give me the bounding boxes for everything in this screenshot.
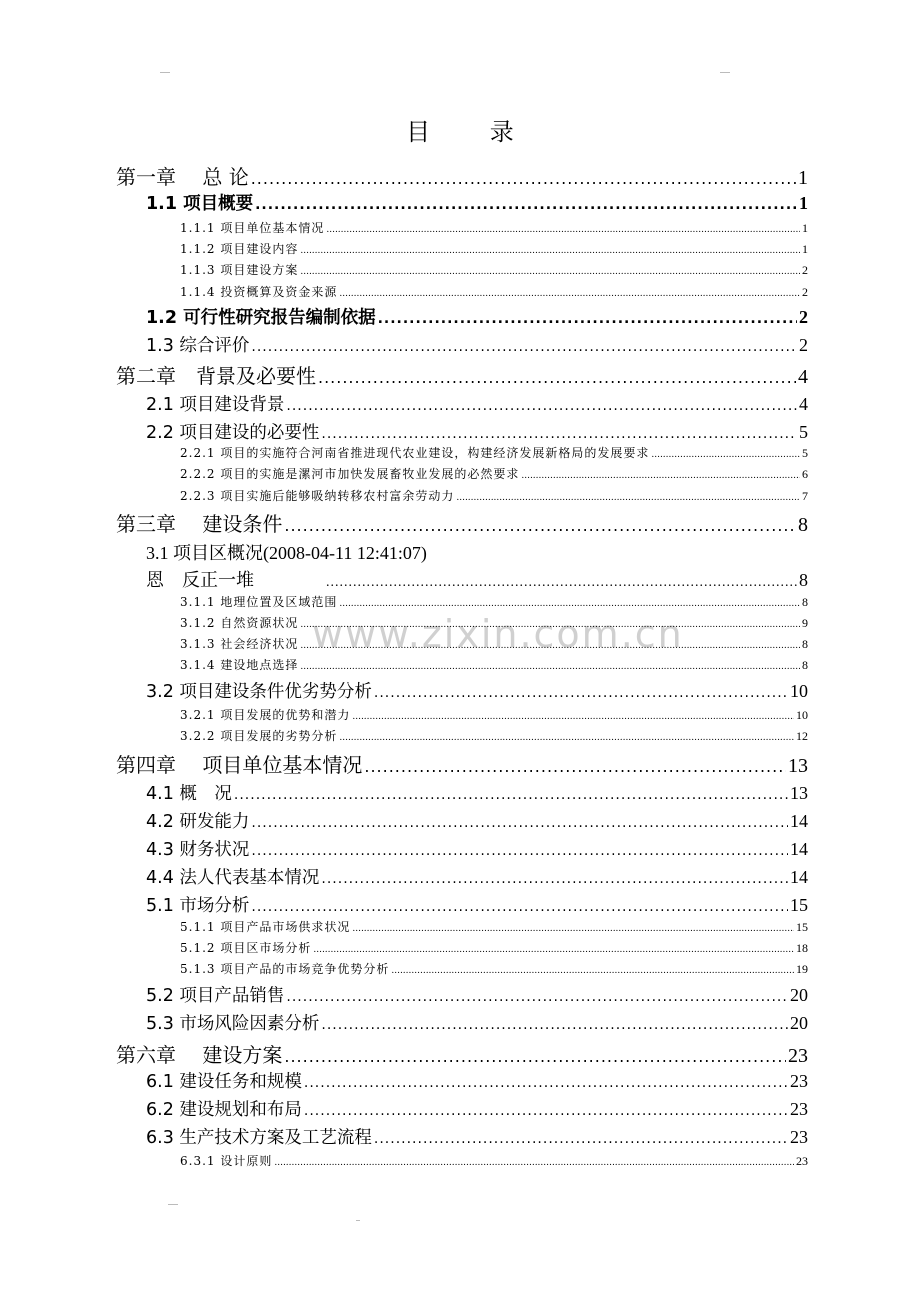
toc-entry-page: 2 xyxy=(799,307,808,327)
toc-entry-title: 4.3 财务状况 xyxy=(146,840,250,860)
toc-entry-section[interactable] xyxy=(146,1010,808,1035)
toc-entry-subsection[interactable] xyxy=(180,219,808,236)
toc-entry-page: 6 xyxy=(802,467,808,481)
toc-entry-title: 3.1 项目区概况(2008-04-11 12:41:07) xyxy=(146,543,427,563)
toc-entry-page: 1 xyxy=(799,193,808,213)
toc-entry-title: 4.2 研发能力 xyxy=(146,812,250,832)
toc-entry-title: 第三章 建设条件 xyxy=(116,512,283,536)
toc-entry-page: 14 xyxy=(790,811,808,831)
toc-entry-title: 恩 反正一堆 xyxy=(146,570,254,590)
toc-entry-section[interactable] xyxy=(146,780,808,805)
toc-entry-page: 23 xyxy=(788,1045,808,1067)
toc-entry-page: 12 xyxy=(796,729,808,743)
toc-entry-page: 2 xyxy=(802,263,808,277)
toc-entry-title: 6.3 生产技术方案及工艺流程 xyxy=(146,1128,372,1148)
toc-entry-page: 13 xyxy=(790,783,808,803)
toc-entry-section-continued[interactable] xyxy=(146,566,808,592)
toc-entry-section[interactable] xyxy=(146,332,808,357)
toc-entry-subsection[interactable] xyxy=(180,614,808,631)
toc-entry-title: 3.1.4 建设地点选择 xyxy=(180,658,299,672)
toc-entry-title: 5.1 市场分析 xyxy=(146,896,250,916)
toc-entry-page: 23 xyxy=(790,1127,808,1147)
toc-entry-subsection[interactable] xyxy=(180,706,808,723)
toc-entry-section[interactable] xyxy=(146,1124,808,1149)
toc-entry-subsection[interactable] xyxy=(180,240,808,257)
toc-entry-title: 第六章 建设方案 xyxy=(116,1043,283,1067)
toc-entry-page: 20 xyxy=(790,1013,808,1033)
toc-entry-page: 1 xyxy=(798,167,808,189)
toc-entry-page: 4 xyxy=(799,394,808,414)
toc-entry-title: 1.3 综合评价 xyxy=(146,336,250,356)
toc-entry-page: 9 xyxy=(802,616,808,630)
toc-entry-chapter-4[interactable] xyxy=(116,749,808,778)
toc-entry-subsection[interactable] xyxy=(180,918,808,935)
toc-entry-page: 15 xyxy=(790,895,808,915)
toc-entry-page: 2 xyxy=(802,285,808,299)
toc-entry-title: 3.1.2 自然资源状况 xyxy=(180,616,299,630)
toc-entry-page: 4 xyxy=(798,366,808,388)
toc-entry-title: 1.1 项目概要 xyxy=(146,194,254,214)
toc-entry-page: 14 xyxy=(790,867,808,887)
toc-entry-section[interactable] xyxy=(146,391,808,416)
toc-entry-title: 2.2.1 项目的实施符合河南省推进现代农业建设，构建经济发展新格局的发展要求 xyxy=(180,446,650,460)
toc-entry-title: 2.2.2 项目的实施是漯河市加快发展畜牧业发展的必然要求 xyxy=(180,467,520,481)
toc-entry-page: 10 xyxy=(790,681,808,701)
toc-entry-subsection[interactable] xyxy=(180,487,808,504)
toc-entry-subsection[interactable] xyxy=(180,1152,808,1169)
toc-entry-chapter-2[interactable] xyxy=(116,360,808,389)
toc-entry-title: 第二章 背景及必要性 xyxy=(116,364,316,388)
toc-entry-page: 8 xyxy=(802,595,808,609)
toc-entry-page: 20 xyxy=(790,985,808,1005)
toc-entry-title: 5.1.2 项目区市场分析 xyxy=(180,941,312,955)
toc-entry-page: 8 xyxy=(802,637,808,651)
toc-entry-section[interactable] xyxy=(146,836,808,861)
toc-entry-page: 5 xyxy=(799,422,808,442)
toc-entry-title: 3.2.2 项目发展的劣势分析 xyxy=(180,729,338,743)
toc-entry-page: 18 xyxy=(796,941,808,955)
toc-entry-page: 23 xyxy=(790,1071,808,1091)
toc-entry-page: 8 xyxy=(798,514,808,536)
toc-entry-page: 8 xyxy=(799,570,808,590)
toc-entry-title: 6.2 建设规划和布局 xyxy=(146,1100,302,1120)
toc-entry-title: 2.2 项目建设的必要性 xyxy=(146,423,320,443)
toc-entry-title: 1.2 可行性研究报告编制依据 xyxy=(146,308,376,328)
toc-entry-subsection[interactable] xyxy=(180,939,808,956)
toc-entry-page: 15 xyxy=(796,920,808,934)
toc-entry-section[interactable] xyxy=(146,808,808,833)
toc-entry-page: 19 xyxy=(796,962,808,976)
toc-entry-page: 23 xyxy=(796,1154,808,1168)
toc-entry-title: 4.4 法人代表基本情况 xyxy=(146,868,320,888)
toc-entry-subsection[interactable] xyxy=(180,635,808,652)
toc-entry-title: 3.1.1 地理位置及区域范围 xyxy=(180,595,338,609)
toc-entry-title: 5.1.1 项目产品市场供求状况 xyxy=(180,920,351,934)
toc-entry-subsection[interactable] xyxy=(180,283,808,300)
toc-entry-title: 第四章 项目单位基本情况 xyxy=(116,753,363,777)
toc-entry-section[interactable] xyxy=(146,539,427,565)
watermark-text: www.zixin.com.cn xyxy=(312,612,684,656)
toc-entry-chapter-1[interactable] xyxy=(116,161,808,190)
toc-entry-title: 1.1.2 项目建设内容 xyxy=(180,242,299,256)
toc-entry-subsection[interactable] xyxy=(180,656,808,673)
toc-entry-title: 1.1.1 项目单位基本情况 xyxy=(180,221,325,235)
toc-entry-title: 5.3 市场风险因素分析 xyxy=(146,1014,320,1034)
toc-entry-page: 23 xyxy=(790,1099,808,1119)
toc-entry-title: 6.3.1 设计原则 xyxy=(180,1154,273,1168)
toc-entry-title: 3.1.3 社会经济状况 xyxy=(180,637,299,651)
toc-entry-subsection[interactable] xyxy=(180,261,808,278)
toc-entry-title: 2.1 项目建设背景 xyxy=(146,395,285,415)
toc-entry-title: 3.2.1 项目发展的优势和潜力 xyxy=(180,708,351,722)
toc-entry-section[interactable] xyxy=(146,419,808,444)
toc-entry-section[interactable] xyxy=(146,892,808,917)
toc-entry-chapter-3[interactable] xyxy=(116,508,808,537)
toc-entry-section[interactable] xyxy=(146,304,808,329)
toc-entry-chapter-6[interactable] xyxy=(116,1039,808,1068)
toc-entry-page: 13 xyxy=(788,755,808,777)
toc-entry-subsection[interactable] xyxy=(180,465,808,482)
toc-entry-page: 2 xyxy=(799,335,808,355)
toc-entry-page: 1 xyxy=(802,242,808,256)
toc-entry-section[interactable] xyxy=(146,982,808,1007)
toc-entry-subsection[interactable] xyxy=(180,593,808,610)
toc-entry-page: 8 xyxy=(802,658,808,672)
toc-entry-section[interactable] xyxy=(146,1096,808,1121)
toc-entry-page: 10 xyxy=(796,708,808,722)
toc-entry-section[interactable] xyxy=(146,678,808,703)
toc-entry-title: 1.1.4 投资概算及资金来源 xyxy=(180,285,338,299)
toc-entry-page: 1 xyxy=(802,221,808,235)
toc-entry-section[interactable] xyxy=(146,1068,808,1093)
toc-entry-subsection[interactable] xyxy=(180,960,808,977)
toc-entry-page: 14 xyxy=(790,839,808,859)
toc-entry-page: 7 xyxy=(802,489,808,503)
toc-entry-title: 1.1.3 项目建设方案 xyxy=(180,263,299,277)
toc-entry-section[interactable] xyxy=(146,190,808,215)
page-title: 目 录 xyxy=(406,118,540,146)
toc-entry-title: 6.1 建设任务和规模 xyxy=(146,1072,302,1092)
toc-entry-title: 4.1 概 况 xyxy=(146,784,232,804)
toc-entry-title: 5.2 项目产品销售 xyxy=(146,986,285,1006)
toc-entry-subsection[interactable] xyxy=(180,727,808,744)
toc-entry-page: 5 xyxy=(802,446,808,460)
toc-entry-title: 3.2 项目建设条件优劣势分析 xyxy=(146,682,372,702)
toc-entry-title: 5.1.3 项目产品的市场竞争优势分析 xyxy=(180,962,390,976)
toc-entry-subsection[interactable] xyxy=(180,444,808,461)
toc-entry-section[interactable] xyxy=(146,864,808,889)
toc-entry-title: 2.2.3 项目实施后能够吸纳转移农村富余劳动力 xyxy=(180,489,455,503)
toc-entry-title: 第一章 总 论 xyxy=(116,165,249,189)
